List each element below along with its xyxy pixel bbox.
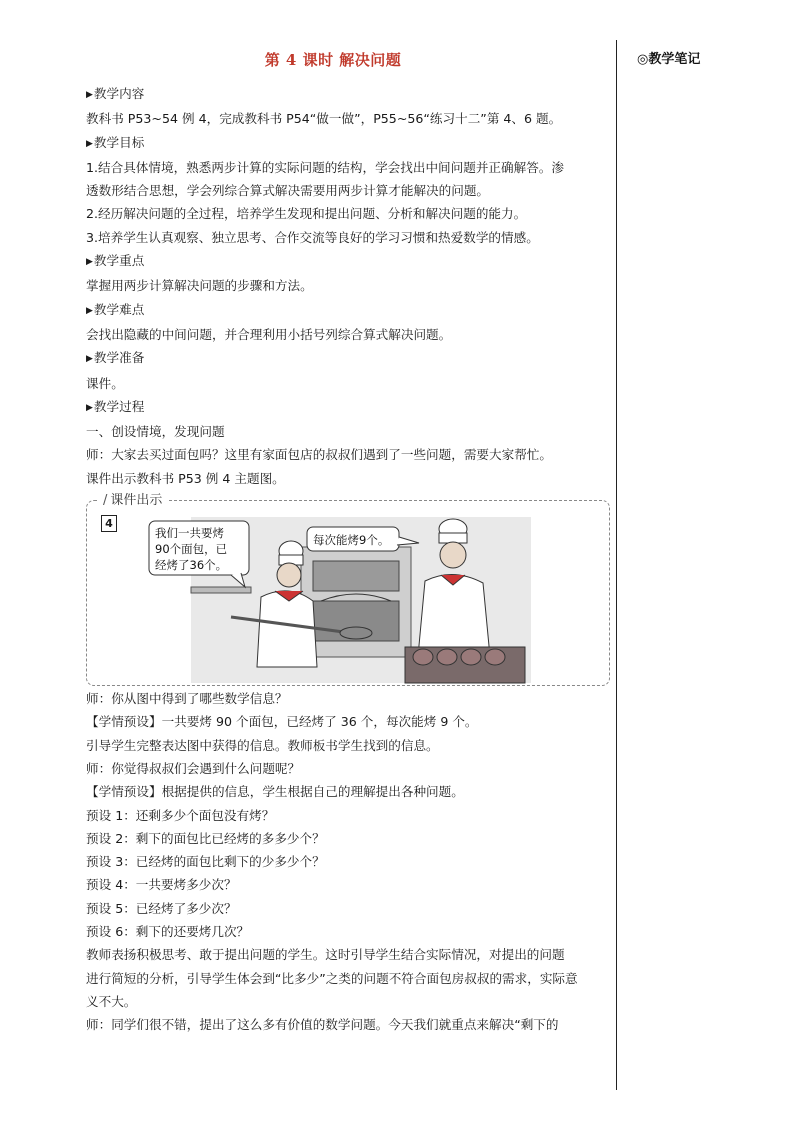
goal-1a: 1.结合具体情境，熟悉两步计算的实际问题的结构，学会找出中间问题并正确解答。渗 xyxy=(86,159,564,175)
section-heading-content: ▶教学内容 xyxy=(86,86,145,101)
bubble-left-line-2: 90个面包，已 xyxy=(155,542,228,557)
margin-divider xyxy=(616,40,617,1090)
triangle-bullet-icon: ▶ xyxy=(86,305,93,316)
section-heading-process: ▶教学过程 xyxy=(86,398,145,414)
section-heading-key: ▶教学重点 xyxy=(86,253,145,269)
paragraph-b-line-3: 义不大。 xyxy=(86,993,137,1009)
preset-2: 预设 2：剩下的面包比已经烤的多多少个？ xyxy=(86,830,325,846)
after-line-3: 引导学生完整表达图中获得的信息。教师板书学生找到的信息。 xyxy=(86,737,439,753)
triangle-bullet-icon: ▶ xyxy=(86,138,93,149)
bubble-right-text: 每次能烤9个。 xyxy=(313,533,390,548)
goal-2: 2.经历解决问题的全过程，培养学生发现和提出问题、分析和解决问题的能力。 xyxy=(86,206,527,222)
page-title: 第 4 课时 解决问题 xyxy=(264,51,402,69)
teacher-line-2: 课件出示教科书 P53 例 4 主题图。 xyxy=(86,470,285,486)
content-text: 教科书 P53~54 例 4，完成教科书 P54“做一做”，P55~56“练习十二”第 4、6 题。 xyxy=(86,111,562,127)
triangle-bullet-icon: ▶ xyxy=(86,90,93,100)
preset-3: 预设 3：已经烤的面包比剩下的少多少个？ xyxy=(86,854,325,870)
preset-4: 预设 4：一共要烤多少次？ xyxy=(86,877,237,893)
bubble-left-line-1: 我们一共要烤 xyxy=(155,526,224,541)
section-heading-prep: ▶教学准备 xyxy=(86,350,145,366)
triangle-bullet-icon: ▶ xyxy=(86,402,93,413)
after-line-4: 师：你觉得叔叔们会遇到什么问题呢？ xyxy=(86,760,301,776)
section-heading-goals: ▶教学目标 xyxy=(86,134,145,150)
preset-5: 预设 5：已经烤了多少次？ xyxy=(86,900,237,916)
after-line-5: 【学情预设】根据提供的信息，学生根据自己的理解提出各种问题。 xyxy=(86,784,464,800)
paragraph-b-line-2: 进行简短的分析，引导学生体会到“比多少”之类的问题不符合面包房叔叔的需求，实际意 xyxy=(86,970,578,986)
step-1-heading: 一、创设情境，发现问题 xyxy=(86,424,225,440)
lesson-body xyxy=(86,82,612,1037)
courseware-box xyxy=(86,493,610,686)
triangle-bullet-icon: ▶ xyxy=(86,257,93,268)
bakery-illustration xyxy=(155,517,531,683)
goal-1b: 透数形结合思想，学会列综合算式解决需要用两步计算才能解决的问题。 xyxy=(86,183,489,199)
preset-6: 预设 6：剩下的还要烤几次？ xyxy=(86,924,250,940)
after-line-1: 师：你从图中得到了哪些数学信息？ xyxy=(86,691,288,707)
section-heading-difficulty: ▶教学难点 xyxy=(86,301,145,317)
difficulty-text: 会找出隐藏的中间问题，并合理利用小括号列综合算式解决问题。 xyxy=(86,326,452,342)
key-text: 掌握用两步计算解决问题的步骤和方法。 xyxy=(86,278,313,294)
paragraph-b-line-1: 教师表扬积极思考、敢于提出问题的学生。这时引导学生结合实际情况，对提出的问题 xyxy=(86,947,565,963)
preset-1: 预设 1：还剩多少个面包没有烤？ xyxy=(86,807,275,823)
goal-3: 3.培养学生认真观察、独立思考、合作交流等良好的学习习惯和热爱数学的情感。 xyxy=(86,229,539,245)
teaching-notes-label: ◎教学笔记 xyxy=(637,52,701,67)
bubble-left-line-3: 经烤了36个。 xyxy=(155,558,228,573)
paragraph-c-line-1: 师：同学们很不错，提出了这么多有价值的数学问题。今天我们就重点来解决“剩下的 xyxy=(86,1017,559,1033)
example-number: 4 xyxy=(101,515,117,532)
teacher-line-1: 师：大家去买过面包吗？这里有家面包店的叔叔们遇到了一些问题，需要大家帮忙。 xyxy=(86,447,552,463)
after-line-2: 【学情预设】一共要烤 90 个面包，已经烤了 36 个，每次能烤 9 个。 xyxy=(86,714,478,730)
courseware-label: / 课件出示 xyxy=(99,489,168,508)
prep-text: 课件。 xyxy=(86,375,124,391)
triangle-bullet-icon: ▶ xyxy=(86,354,93,365)
